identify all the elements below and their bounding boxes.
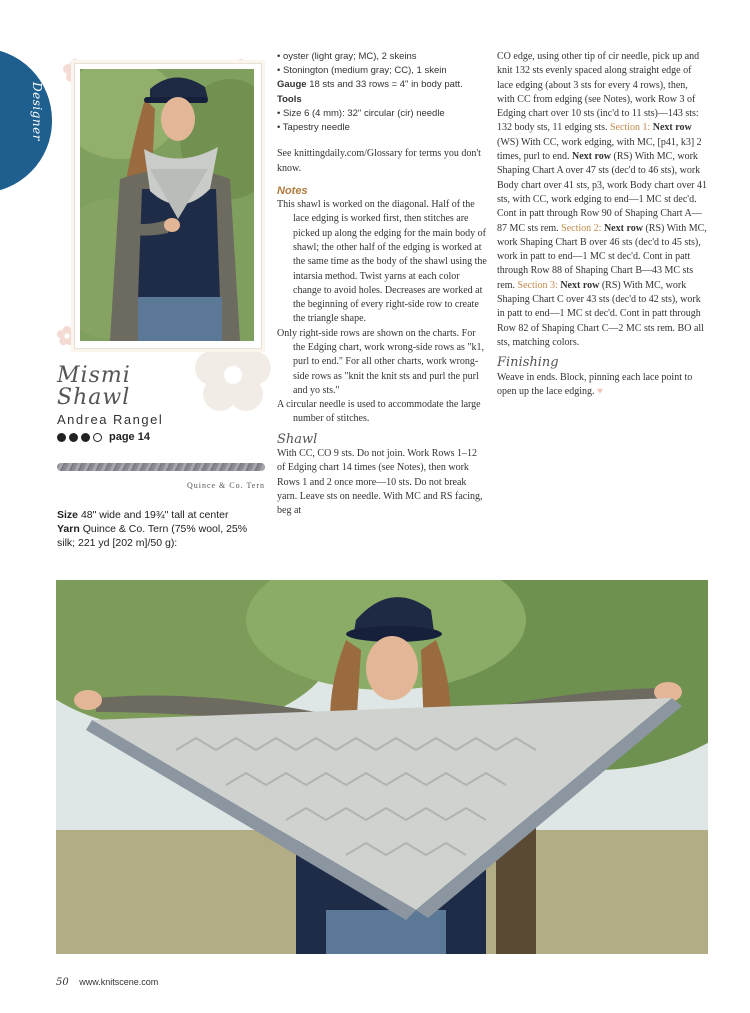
pattern-title [57, 365, 257, 409]
difficulty-dot-filled [81, 433, 90, 442]
instructions-text: (RS) With MC, work Shaping Chart A over 47 sts (dec'd to 46 sts), work Body chart over 41 sts, p3, work Body chart over 41 sts, with CC, work edging to end—1 MC st dec'd. Cont in patt through Row 90 of Shaping Chart A—87 MC sts rem. [497, 151, 707, 234]
gauge-label: Gauge [277, 79, 307, 91]
yarn-text: Quince & Co. Tern (75% wool, 25% silk; 221 yd [202 m]/50 g): [57, 523, 248, 549]
next-row-label: Next row [560, 279, 600, 291]
shawl-heading: Shawl [277, 431, 318, 447]
section-label: Section 2: [561, 222, 602, 234]
column-materials-notes [277, 50, 487, 518]
model-photo-bottom [56, 580, 708, 954]
material-item: • oyster (light gray; MC), 2 skeins [277, 51, 417, 62]
instructions-paragraph [497, 50, 707, 350]
glossary-note: See knittingdaily.com/Glossary for terms you don't know. [277, 148, 481, 174]
section-label: Section 1: [609, 122, 651, 134]
difficulty-rating [57, 431, 150, 443]
page-reference: page 14 [109, 431, 150, 443]
yarn-credit: Quince & Co. Tern [186, 481, 265, 490]
material-item: • Stonington (medium gray; CC), 1 skein [277, 65, 447, 77]
instructions-text: (RS) With MC, work Shaping Chart C over 43 sts (dec'd to 42 sts), work in patt to end—1 MC st dec'd. Cont in patt through Row 82 of Shaping Chart C—2 MC sts rem. BO all sts, matching colors. [497, 279, 704, 348]
section-label: Section 3: [517, 279, 558, 291]
instructions-text: CO edge, using other tip of cir needle, pick up and knit 132 sts evenly spaced along straight edge of lace edging (about 3 sts for every 4 rows), then, with CC from edging (see Notes), work Row 3 of Edging chart over 10 sts (inc'd to 11 sts)—143 sts: 132 body sts, 11 edging sts. [497, 51, 700, 134]
finishing-body: Weave in ends. Block, pinning each lace point to open up the lace edging. [497, 371, 693, 397]
difficulty-dot-filled [69, 433, 78, 442]
instructions-text: (WS) With CC, work edging, with MC, [p41, k3] 2 times, purl to end. [497, 136, 702, 163]
yarn-strand-image [57, 463, 265, 471]
next-row-label: Next row [652, 122, 692, 134]
column-instructions [497, 50, 707, 399]
notes-paragraph: A circular needle is used to accommodate the large number of stitches. [277, 399, 481, 425]
specs-block [57, 508, 267, 550]
page-footer [56, 977, 158, 988]
model-photo-top [80, 69, 254, 341]
instructions-text: (RS) With MC, work Shaping Chart B over 46 sts (dec'd to 45 sts), work in patt to end—1 MC st dec'd. Cont in patt through Row 88 of Shaping Chart B—43 MC sts rem. [497, 222, 707, 291]
shawl-paragraph: With CC, CO 9 sts. Do not join. Work Rows 1–12 of Edging chart 14 times (see Notes), then work Rows 1 and 2 once more—10 sts. Do not break yarn. Leave sts on needle. With MC and RS facing, beg at [277, 447, 483, 517]
notes-paragraph: This shawl is worked on the diagonal. Half of the lace edging is worked first, then stitches are picked up along the edging for the main body of shawl; the other half of the edging is worked at the same time as the body of the shawl using the intarsia method. Twist yarns at each color change to avoid holes. Decreases are worked at the beginning of every right-side row to create the triangle shape. [277, 199, 487, 325]
tools-label: Tools [277, 93, 302, 105]
next-row-label: Next row [572, 151, 611, 163]
finishing-heading: Finishing [497, 355, 559, 371]
pattern-title-line1: Mismi [57, 363, 131, 388]
size-text: 48" wide and 19¾" tall at center [80, 509, 229, 521]
finishing-text [497, 371, 707, 400]
difficulty-dot-empty [93, 433, 102, 442]
next-row-label: Next row [603, 222, 643, 234]
yarn-label: Yarn [57, 523, 80, 535]
heart-icon: ♥ [596, 385, 603, 397]
designer-name: Andrea Rangel [57, 412, 164, 427]
footer-url: www.knitscene.com [79, 977, 159, 987]
tool-item: • Size 6 (4 mm): 32" circular (cir) needle [277, 107, 445, 119]
difficulty-dot-filled [57, 433, 66, 442]
notes-paragraph: Only right-side rows are shown on the charts. For the Edging chart, work wrong-side rows as "k1, purl to end." For all other charts, work wrong-side rows as "knit the knit sts and purl the purl and yo sts." [277, 327, 484, 396]
designer-tab-label: Designer [30, 82, 44, 141]
tool-item: • Tapestry needle [277, 122, 350, 134]
notes-heading: Notes [277, 184, 308, 197]
gauge-text: 18 sts and 33 rows = 4" in body patt. [309, 79, 463, 91]
pattern-title-line2: Shawl [57, 385, 131, 410]
size-label: Size [57, 509, 79, 521]
page-number: 50 [56, 977, 69, 988]
